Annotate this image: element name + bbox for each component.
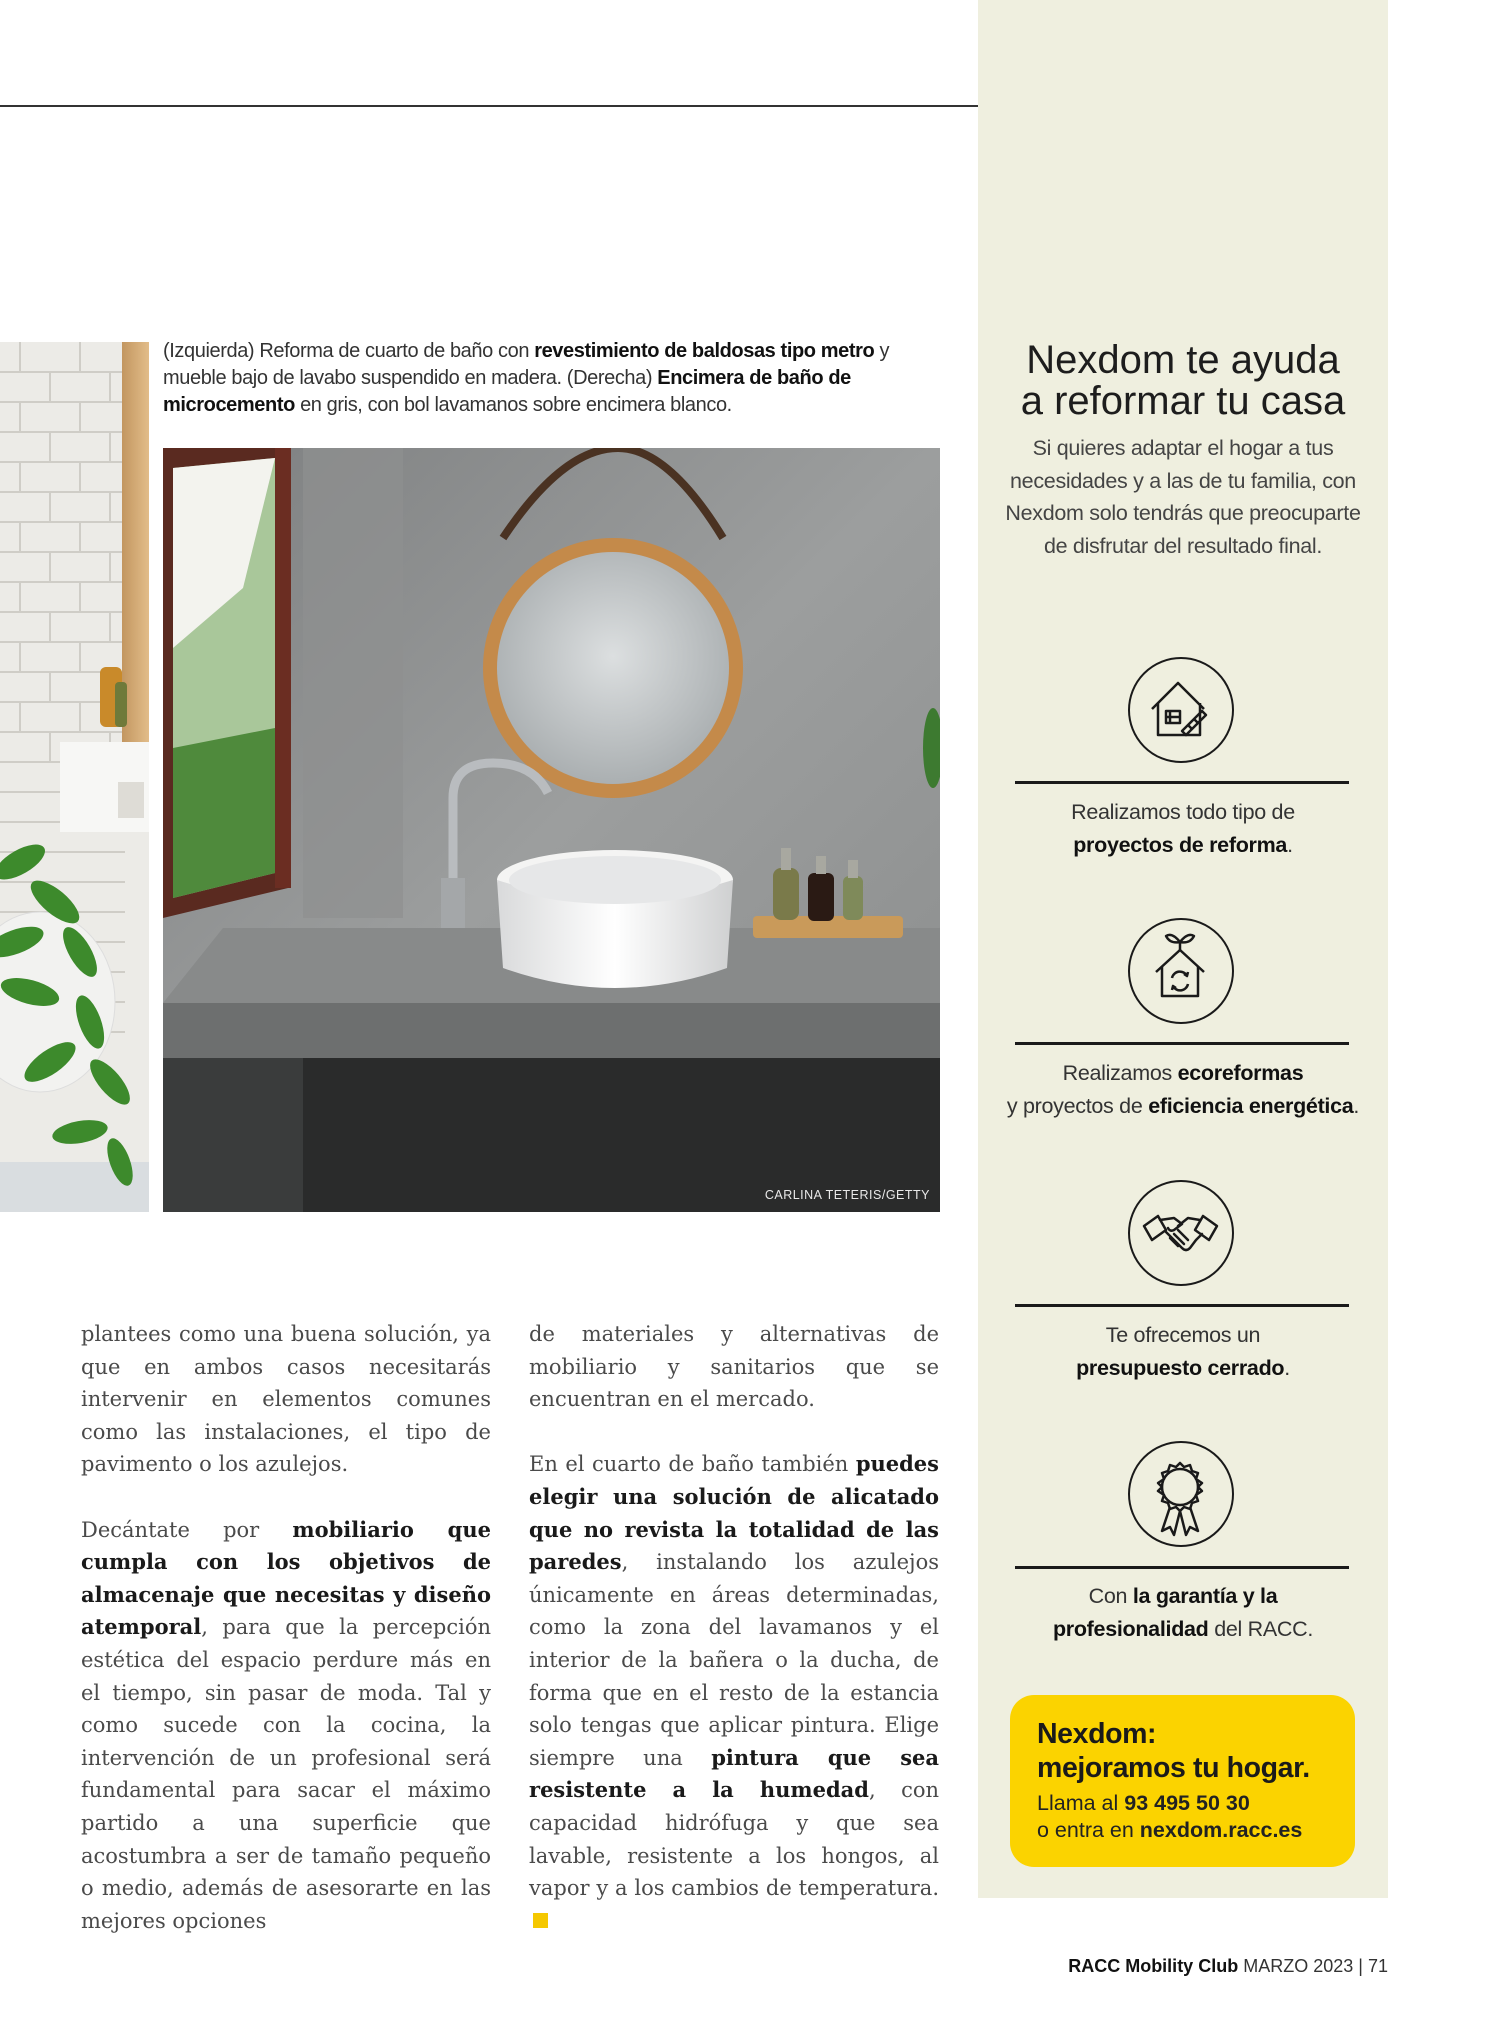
cta-web-line: o entra en nexdom.racc.es (1037, 1818, 1303, 1842)
eco-house-icon (1128, 918, 1234, 1024)
award-ribbon-icon (1128, 1441, 1234, 1547)
cta-phone[interactable]: 93 495 50 30 (1124, 1791, 1250, 1815)
sidebar-intro: Si quieres adaptar el hogar a tus necesidades y a las de tu familia, con Nexdom solo tendrás que preocuparte de disfrutar del resultado final. (1005, 436, 1361, 558)
photo-credit: CARLINA TETERIS/GETTY (764, 1188, 930, 1202)
cta-web-link[interactable]: nexdom.racc.es (1139, 1818, 1303, 1842)
body-paragraph: Decántate por mobiliario que cumpla con los objetivos de almacenaje que necesitas y diseño atemporal, para que la percepción estética del espacio perdure más en el tiempo, sin pasar de moda. Tal y como sucede con la cocina, la intervención de un profesional será fundamental para sacar el máximo partido a una superficie que acostumbra a ser de tamaño pequeño o medio, además de asesorarte en las mejores opciones (81, 1516, 491, 1933)
feature-divider (1015, 1042, 1349, 1045)
handshake-icon (1128, 1180, 1234, 1286)
page-number: 71 (1367, 1956, 1388, 1976)
body-paragraph: plantees como una buena solución, ya que en ambos casos necesitarás intervenir en elementos comunes como las instalaciones, el tipo de pavimento o los azulejos. (81, 1322, 491, 1477)
feature-presupuesto: Te ofrecemos un presupuesto cerrado. (1076, 1323, 1290, 1380)
feature-reforma: Realizamos todo tipo de proyectos de reforma. (1071, 800, 1295, 857)
photo-caption: (Izquierda) Reforma de cuarto de baño con revestimiento de baldosas tipo metro y mueble bajo de lavabo suspendido en madera. (Derecha) Encimera de baño de microcemento en gris, con bol lavamanos sobre encimera blanco. (163, 340, 890, 416)
body-paragraph: de materiales y alternativas de mobiliario y sanitarios que se encuentran en el mercado. (529, 1322, 939, 1412)
page-footer: RACC Mobility Club MARZO 2023 | 71 (1068, 1956, 1388, 1976)
feature-divider (1015, 781, 1349, 784)
feature-ecoreformas: Realizamos ecoreformas y proyectos de eficiencia energética. (1006, 1061, 1360, 1118)
top-rule (0, 105, 978, 107)
feature-garantia: Con la garantía y la profesionalidad del RACC. (1052, 1584, 1314, 1641)
feature-divider (1015, 1566, 1349, 1569)
body-column-1 (81, 1318, 491, 1970)
cta-title: Nexdom: mejoramos tu hogar. (1037, 1718, 1310, 1784)
cta-phone-line: Llama al 93 495 50 30 (1037, 1791, 1250, 1815)
end-mark (533, 1913, 548, 1928)
feature-divider (1015, 1304, 1349, 1307)
body-column-2 (529, 1318, 939, 1970)
house-blueprint-icon (1128, 657, 1234, 763)
body-paragraph: En el cuarto de baño también puedes elegir una solución de alicatado que no revista la totalidad de las paredes, instalando los azulejos únicamente en áreas determinadas, como la zona del lavamanos y el interior de la bañera o la ducha, de forma que en el resto de la estancia solo tengas que aplicar pintura. Elige siempre una pintura que sea resistente a la humedad, con capacidad hidrófuga y que sea lavable, resistente a los hongos, al vapor y a los cambios de temperatura. (529, 1448, 939, 1937)
sidebar-title: Nexdom te ayuda a reformar tu casa (1020, 338, 1346, 423)
microcement-bathroom-photo (163, 448, 940, 1212)
left-bathroom-photo (0, 342, 149, 1212)
